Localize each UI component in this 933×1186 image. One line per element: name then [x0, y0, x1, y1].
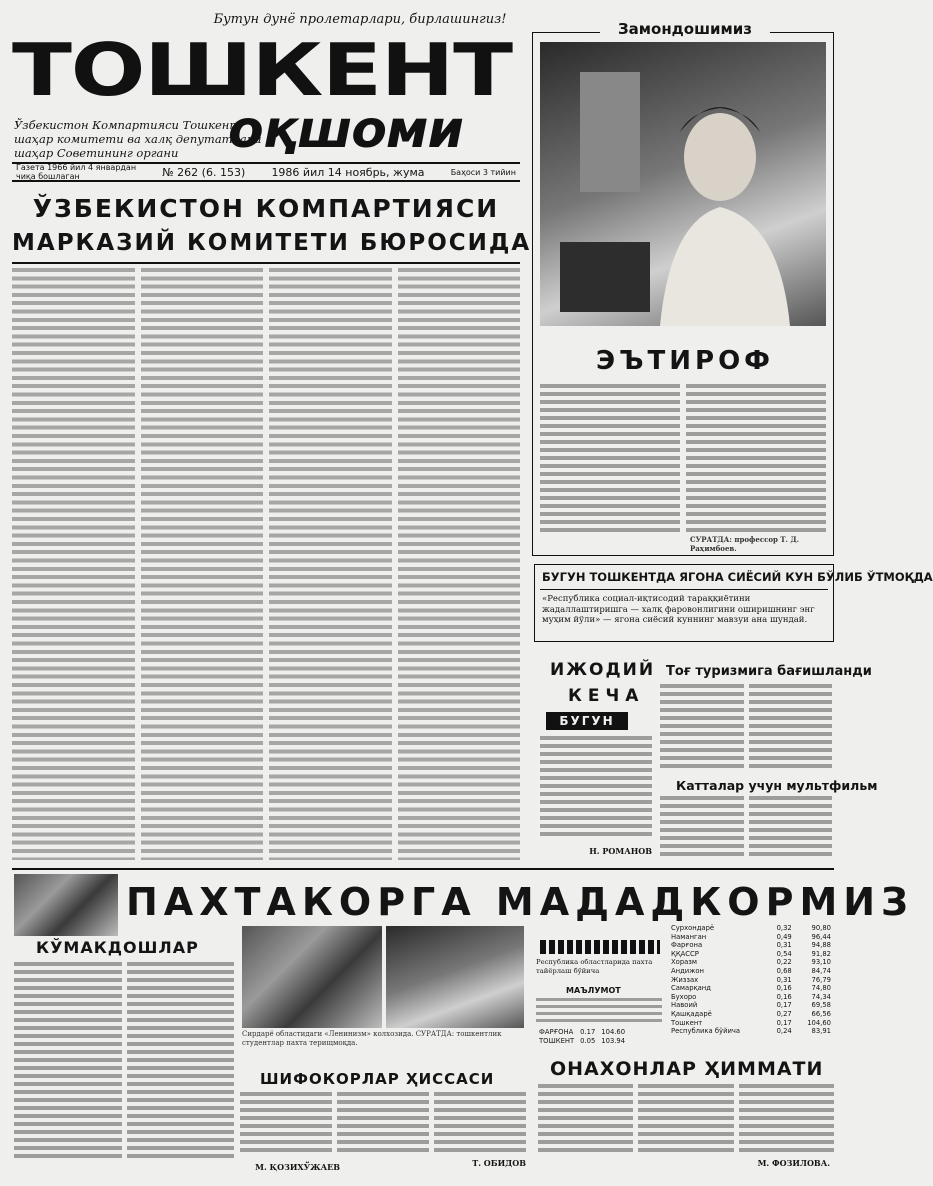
feature-title: ЭЪТИРОФ	[596, 346, 774, 376]
evening-title-1: ИЖОДИЙ	[550, 660, 656, 680]
value-cell: 74,34	[811, 992, 831, 1001]
region-cell: Андижон	[671, 966, 704, 975]
region-cell: Наманган	[671, 932, 707, 941]
doctors-headline: ШИФОКОРЛАР ҲИССАСИ	[260, 1070, 495, 1088]
table-row	[668, 924, 834, 933]
cotton-photo	[14, 874, 118, 936]
text-column	[686, 384, 826, 532]
value-cell: 94,88	[811, 941, 831, 950]
value-cell: 0,27	[776, 1009, 792, 1018]
text-column	[434, 1092, 526, 1154]
text-column	[660, 796, 744, 858]
feature-photo	[540, 42, 826, 326]
text-column	[638, 1084, 733, 1154]
text-column	[398, 268, 521, 860]
text-column	[240, 1092, 332, 1154]
value-cell: 0,17	[776, 1001, 792, 1010]
masthead-motto: Бутун дунё пролетарлари, бирлашингиз!	[213, 12, 507, 27]
stats-banner-icon	[540, 940, 660, 954]
cotton-photo-left	[242, 926, 382, 1028]
value-cell: 84,74	[811, 966, 831, 975]
table-row	[536, 1037, 628, 1046]
value-cell: 66,56	[811, 1009, 831, 1018]
text-column	[749, 796, 833, 858]
text-column	[540, 384, 680, 532]
helpers-headline: КЎМАКДОШЛАР	[36, 938, 199, 957]
value-cell: 0,54	[776, 949, 792, 958]
cell: 104.60	[601, 1028, 626, 1036]
text-column	[337, 1092, 429, 1154]
cell: ТОШКЕНТ	[539, 1036, 575, 1045]
region-cell: Республика бўйича	[671, 1027, 741, 1036]
stats-table-body	[668, 924, 834, 1036]
value-cell: 0,16	[776, 984, 792, 993]
value-cell: 0,68	[776, 966, 792, 975]
cartoons-headline: Катталар учун мультфильм	[676, 778, 878, 793]
region-cell: Қашқадарё	[671, 1009, 712, 1018]
table-row	[668, 941, 834, 950]
table-row	[536, 1028, 628, 1037]
feature-rubric: Замондошимиз	[600, 20, 770, 38]
cell: ФАРҒОНА	[539, 1028, 574, 1036]
text-column	[269, 268, 392, 860]
lead-headline-2: МАРКАЗИЙ КОМИТЕТИ БЮРОСИДА	[12, 230, 532, 256]
value-cell: 76,79	[811, 975, 831, 984]
today-stamp: БУГУН	[546, 712, 628, 730]
mothers-text	[538, 1084, 834, 1154]
table-row	[668, 1010, 834, 1019]
feature-caption: СУРАТДА: профессор Т. Д. Раҳимбоев.	[690, 535, 800, 553]
feature-text	[540, 384, 826, 532]
masthead-subtitle: оқшоми	[228, 100, 463, 160]
table-row	[668, 976, 834, 985]
stats-table	[668, 924, 834, 1036]
today-headline: БУГУН ТОШКЕНТДА ЯГОНА СИЁСИЙ КУН БЎЛИБ ЎТМОҚДА	[542, 570, 933, 584]
cell: 103.94	[601, 1036, 626, 1045]
table-row	[668, 1001, 834, 1010]
cotton-photo-caption: Сирдарё областидаги «Ленинизм» колхозида. СУРАТДА: тошкентлик студентлар пахта терищмоқда.	[242, 1030, 502, 1047]
divider	[12, 868, 834, 870]
table-row	[668, 933, 834, 942]
region-cell: Самарқанд	[671, 984, 711, 993]
value-cell: 0,16	[776, 992, 792, 1001]
mothers-author: М. ФОЗИЛОВА.	[757, 1158, 830, 1168]
stats-title: Республика областларида пахта тайёрлаш бўйича	[536, 958, 653, 975]
cell: 0.17	[580, 1028, 596, 1036]
founded-line: чиқа бошлаган	[16, 172, 80, 181]
region-cell: Жиззах	[671, 975, 699, 984]
mothers-headline: ОНАХОНЛАР ҲИММАТИ	[550, 1058, 824, 1080]
evening-author: Н. РОМАНОВ	[589, 846, 652, 856]
value-cell: 0,32	[776, 924, 792, 932]
issuer-line: Ўзбекистон Компартияси Тошкент	[14, 118, 241, 132]
value-cell: 0,24	[776, 1027, 792, 1036]
value-cell: 0,22	[776, 958, 792, 967]
text-column	[127, 962, 235, 1158]
text-column	[14, 962, 122, 1158]
table-row	[668, 984, 834, 993]
value-cell: 0,31	[776, 941, 792, 950]
value-cell: 0,31	[776, 975, 792, 984]
issue-date: 1986 йил 14 ноябрь, жума	[271, 165, 425, 179]
divider	[540, 589, 828, 590]
table-row	[668, 1027, 834, 1036]
evening-title-2: КЕЧА	[568, 686, 645, 706]
doctors-text	[240, 1092, 526, 1154]
stats-summary	[536, 1028, 628, 1045]
founded-note	[16, 163, 136, 181]
lead-article	[12, 268, 520, 860]
value-cell: 0,17	[776, 1018, 792, 1027]
text-column	[141, 268, 264, 860]
text-column	[538, 1084, 633, 1154]
issue-number: № 262 (6. 153)	[162, 165, 246, 179]
masthead-title: ТОШКЕНТ	[12, 28, 512, 112]
value-cell: 91,82	[811, 949, 831, 958]
text-column	[749, 684, 833, 772]
issuer-line: шаҳар Советининг органи	[14, 146, 179, 160]
table-row	[668, 993, 834, 1002]
value-cell: 69,58	[811, 1001, 831, 1010]
region-cell: Хоразм	[671, 958, 698, 967]
region-cell: Сурхондарё	[671, 924, 715, 932]
value-cell: 83,91	[811, 1027, 831, 1036]
evening-text	[540, 736, 652, 838]
helpers-text	[14, 962, 234, 1158]
text-column	[660, 684, 744, 772]
region-cell: Бухоро	[671, 992, 697, 1001]
cotton-photo-right	[386, 926, 524, 1028]
region-cell: Фарғона	[671, 941, 703, 950]
tourism-headline: Тоғ туризмига бағишланди	[666, 664, 872, 679]
masthead-issuer	[14, 118, 262, 160]
value-cell: 90,80	[811, 924, 831, 932]
price: Баҳоси 3 тийин	[450, 167, 516, 177]
value-cell: 96,44	[811, 932, 831, 941]
text-column	[12, 268, 135, 860]
cell: 0.05	[580, 1036, 596, 1045]
issuer-line: шаҳар комитети ва халқ депутатлари	[14, 132, 262, 146]
table-row	[668, 958, 834, 967]
stats-note	[536, 998, 662, 1024]
table-row	[668, 1019, 834, 1028]
divider	[12, 262, 520, 264]
lead-headline-1: ЎЗБЕКИСТОН КОМПАРТИЯСИ	[32, 194, 500, 223]
dateline	[12, 162, 520, 182]
value-cell: 74,80	[811, 984, 831, 993]
region-cell: ҚҚАССР	[671, 949, 699, 958]
tourism-text	[660, 684, 832, 772]
doctors-author: Т. ОБИДОВ	[472, 1158, 526, 1168]
person-photo-icon	[540, 42, 826, 326]
cartoons-text	[660, 796, 832, 858]
region-cell: Навоий	[671, 1001, 698, 1010]
table-row	[668, 950, 834, 959]
value-cell: 0,49	[776, 932, 792, 941]
helpers-author: М. ҚОЗИХЎЖАЕВ	[255, 1162, 340, 1172]
text-column	[739, 1084, 834, 1154]
stats-info-label: МАЪЛУМОТ	[566, 986, 621, 995]
cotton-banner: ПАХТАКОРГА МАДАДКОРМИЗ	[126, 880, 915, 924]
founded-line: Газета 1966 йил 4 январдан	[16, 163, 137, 172]
value-cell: 104,60	[807, 1018, 831, 1027]
table-row	[668, 967, 834, 976]
region-cell: Тошкент	[671, 1018, 703, 1027]
value-cell: 93,10	[811, 958, 831, 967]
today-text: «Республика социал-иқтисодий тараққиётини жадаллаштиришга — халқ фаровонлигини оширишнинг энг муҳим йўли» — ягона сиёсий куннинг мавзуи ана шундай.	[542, 594, 815, 625]
